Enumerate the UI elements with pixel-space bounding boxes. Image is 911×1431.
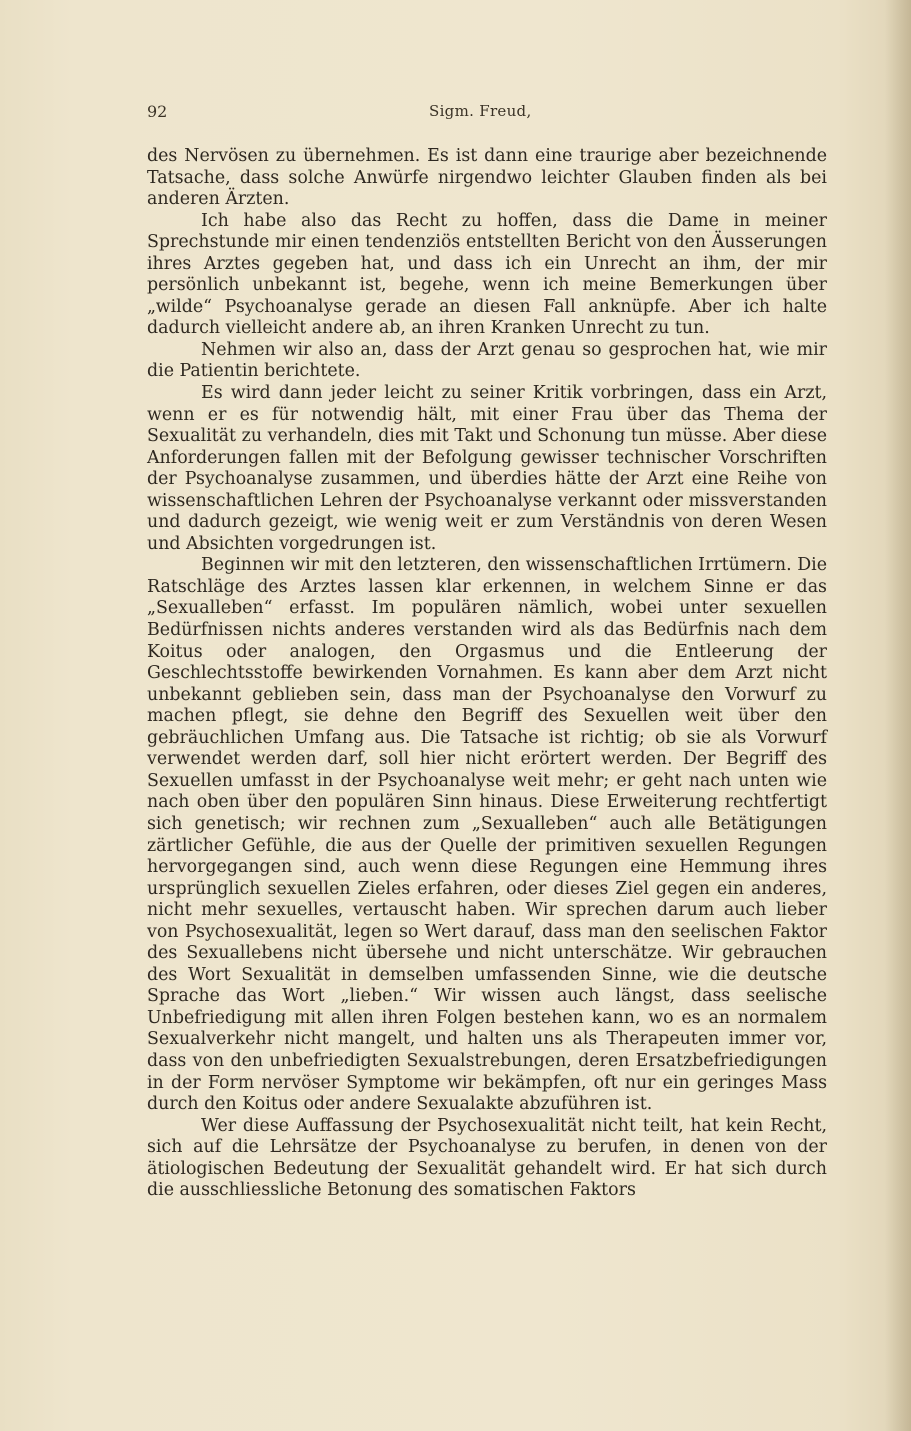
paragraph-6: Wer diese Auffassung der Psychosexualität nicht teilt, hat kein Recht, sich auf die Lehrsätze der Psychoanalyse zu berufen, in denen von der ätiologischen Bedeutung der Sexualität gehandelt wird. Er hat sich durch die ausschliessliche Betonung des somatischen Faktors: [147, 1115, 827, 1201]
body-text: [147, 146, 827, 1202]
running-head: Sigm. Freud,: [429, 102, 532, 120]
page-number: 92: [147, 102, 168, 121]
page-header: [147, 102, 827, 128]
paragraph-1: des Nervösen zu übernehmen. Es ist dann eine traurige aber bezeichnende Tatsache, dass solche Anwürfe nirgendwo leichter Glauben finden als bei anderen Ärzten.: [147, 146, 827, 210]
paragraph-3: Nehmen wir also an, dass der Arzt genau so gesprochen hat, wie mir die Patientin berichtete.: [147, 339, 827, 382]
page-edge-shadow: [885, 0, 911, 1431]
paragraph-5: Beginnen wir mit den letzteren, den wissenschaftlichen Irrtümern. Die Ratschläge des Arztes lassen klar erkennen, in welchem Sinne er das „Sexualleben“ erfasst. Im populären nämlich, wobei unter sexuellen Bedürfnissen nichts anderes verstanden wird als das Bedürfnis nach dem Koitus oder analogen, den Orgasmus und die Entleerung der Geschlechtsstoffe bewirkenden Vornahmen. Es kann aber dem Arzt nicht unbekannt geblieben sein, dass man der Psychoanalyse den Vorwurf zu machen pflegt, sie dehne den Begriff des Sexuellen weit über den gebräuchlichen Umfang aus. Die Tatsache ist richtig; ob sie als Vorwurf verwendet werden darf, soll hier nicht erörtert werden. Der Begriff des Sexuellen umfasst in der Psychoanalyse weit mehr; er geht nach unten wie nach oben über den populären Sinn hinaus. Diese Erweiterung rechtfertigt sich genetisch; wir rechnen zum „Sexualleben“ auch alle Betätigungen zärtlicher Gefühle, die aus der Quelle der primitiven sexuellen Regungen hervorgegangen sind, auch wenn diese Regungen eine Hemmung ihres ursprünglich sexuellen Zieles erfahren, oder dieses Ziel gegen ein anderes, nicht mehr sexuelles, vertauscht haben. Wir sprechen darum auch lieber von Psychosexualität, legen so Wert darauf, dass man den seelischen Faktor des Sexuallebens nicht übersehe und nicht unterschätze. Wir gebrauchen des Wort Sexualität in demselben umfassenden Sinne, wie die deutsche Sprache das Wort „lieben.“ Wir wissen auch längst, dass seelische Unbefriedigung mit allen ihren Folgen bestehen kann, wo es an normalem Sexualverkehr nicht mangelt, und halten uns als Therapeuten immer vor, dass von den unbefriedigten Sexualstrebungen, deren Ersatzbefriedigungen in der Form nervöser Symptome wir bekämpfen, oft nur ein geringes Mass durch den Koitus oder andere Sexualakte abzuführen ist.: [147, 555, 827, 1115]
paragraph-2: Ich habe also das Recht zu hoffen, dass die Dame in meiner Sprechstunde mir einen tendenziös entstellten Bericht von den Äusserungen ihres Arztes gegeben hat, und dass ich ein Unrecht an ihm, der mir persönlich unbekannt ist, begehe, wenn ich meine Bemerkungen über „wilde“ Psychoanalyse gerade an diesen Fall anknüpfe. Aber ich halte dadurch vielleicht andere ab, an ihren Kranken Unrecht zu tun.: [147, 210, 827, 339]
paragraph-4: Es wird dann jeder leicht zu seiner Kritik vorbringen, dass ein Arzt, wenn er es für notwendig hält, mit einer Frau über das Thema der Sexualität zu verhandeln, dies mit Takt und Schonung tun müsse. Aber diese Anforderungen fallen mit der Befolgung gewisser technischer Vorschriften der Psychoanalyse zusammen, und überdies hätte der Arzt eine Reihe von wissenschaftlichen Lehren der Psychoanalyse verkannt oder missverstanden und dadurch gezeigt, wie wenig weit er zum Verständnis von deren Wesen und Absichten vorgedrungen ist.: [147, 383, 827, 554]
